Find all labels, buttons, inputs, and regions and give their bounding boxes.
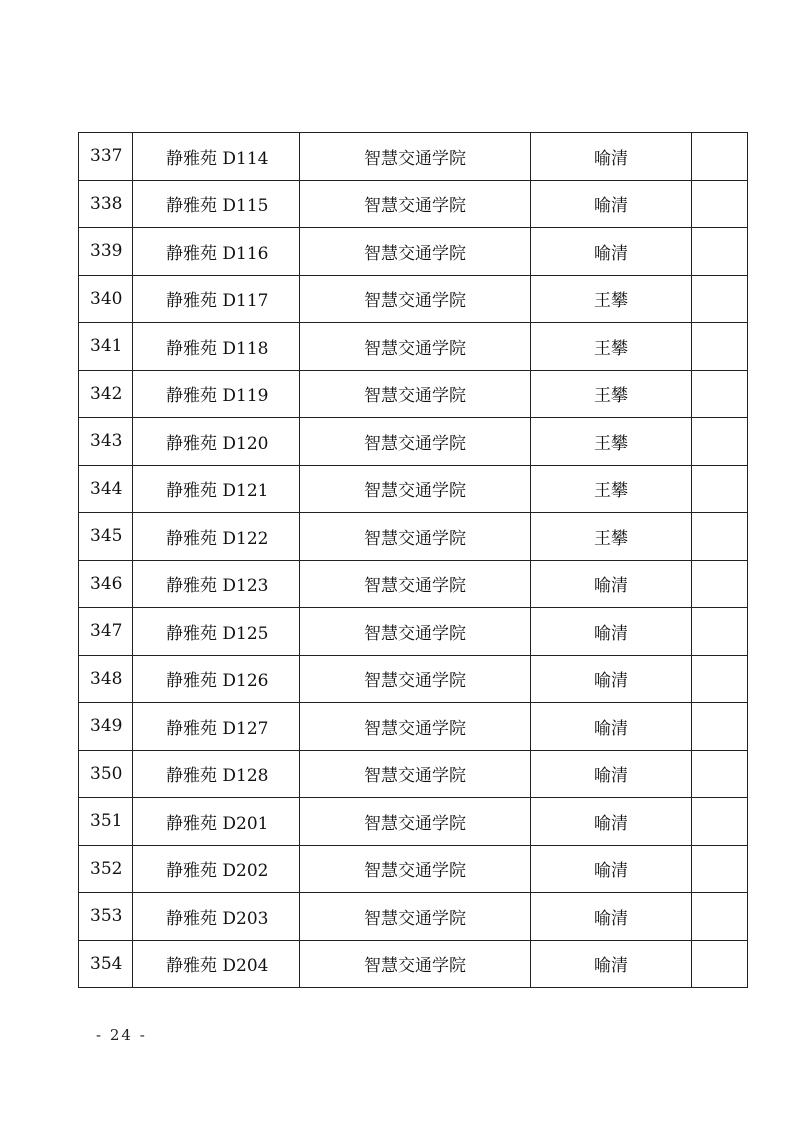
room-cell: 静雅苑 D116 — [133, 228, 300, 276]
room-cell: 静雅苑 D120 — [133, 418, 300, 466]
college-cell: 智慧交通学院 — [300, 418, 531, 466]
person-cell: 王攀 — [531, 513, 692, 561]
note-cell — [692, 893, 748, 941]
college-cell: 智慧交通学院 — [300, 560, 531, 608]
table-row — [79, 940, 748, 988]
table-row — [79, 275, 748, 323]
row-number-cell: 346 — [79, 560, 133, 608]
note-cell — [692, 228, 748, 276]
page-number: - 24 - — [96, 1026, 147, 1044]
person-cell: 喻清 — [531, 798, 692, 846]
table-row — [79, 608, 748, 656]
college-cell: 智慧交通学院 — [300, 180, 531, 228]
note-cell — [692, 845, 748, 893]
room-cell: 静雅苑 D121 — [133, 465, 300, 513]
note-cell — [692, 180, 748, 228]
table-row — [79, 560, 748, 608]
person-cell: 王攀 — [531, 418, 692, 466]
note-cell — [692, 750, 748, 798]
row-number-cell: 350 — [79, 750, 133, 798]
table-row — [79, 893, 748, 941]
person-cell: 喻清 — [531, 228, 692, 276]
room-cell: 静雅苑 D204 — [133, 940, 300, 988]
note-cell — [692, 323, 748, 371]
room-cell: 静雅苑 D126 — [133, 655, 300, 703]
row-number-cell: 338 — [79, 180, 133, 228]
table-row — [79, 133, 748, 181]
room-cell: 静雅苑 D128 — [133, 750, 300, 798]
person-cell: 喻清 — [531, 655, 692, 703]
table-row — [79, 180, 748, 228]
room-cell: 静雅苑 D201 — [133, 798, 300, 846]
row-number-cell: 353 — [79, 893, 133, 941]
row-number-cell: 340 — [79, 275, 133, 323]
row-number-cell: 347 — [79, 608, 133, 656]
room-cell: 静雅苑 D202 — [133, 845, 300, 893]
row-number-cell: 348 — [79, 655, 133, 703]
note-cell — [692, 465, 748, 513]
person-cell: 王攀 — [531, 370, 692, 418]
note-cell — [692, 370, 748, 418]
table-row — [79, 228, 748, 276]
college-cell: 智慧交通学院 — [300, 893, 531, 941]
room-cell: 静雅苑 D127 — [133, 703, 300, 751]
note-cell — [692, 940, 748, 988]
person-cell: 王攀 — [531, 323, 692, 371]
row-number-cell: 337 — [79, 133, 133, 181]
person-cell: 喻清 — [531, 703, 692, 751]
room-cell: 静雅苑 D114 — [133, 133, 300, 181]
dormitory-table — [78, 132, 748, 988]
college-cell: 智慧交通学院 — [300, 228, 531, 276]
room-cell: 静雅苑 D117 — [133, 275, 300, 323]
person-cell: 喻清 — [531, 845, 692, 893]
college-cell: 智慧交通学院 — [300, 323, 531, 371]
table-row — [79, 323, 748, 371]
college-cell: 智慧交通学院 — [300, 275, 531, 323]
row-number-cell: 345 — [79, 513, 133, 561]
college-cell: 智慧交通学院 — [300, 133, 531, 181]
person-cell: 王攀 — [531, 275, 692, 323]
note-cell — [692, 655, 748, 703]
table-row — [79, 655, 748, 703]
note-cell — [692, 275, 748, 323]
row-number-cell: 349 — [79, 703, 133, 751]
note-cell — [692, 608, 748, 656]
college-cell: 智慧交通学院 — [300, 940, 531, 988]
college-cell: 智慧交通学院 — [300, 703, 531, 751]
table-row — [79, 513, 748, 561]
table-row — [79, 798, 748, 846]
table-row — [79, 418, 748, 466]
note-cell — [692, 560, 748, 608]
room-cell: 静雅苑 D203 — [133, 893, 300, 941]
college-cell: 智慧交通学院 — [300, 798, 531, 846]
table-row — [79, 845, 748, 893]
college-cell: 智慧交通学院 — [300, 608, 531, 656]
table-row — [79, 750, 748, 798]
person-cell: 喻清 — [531, 608, 692, 656]
college-cell: 智慧交通学院 — [300, 465, 531, 513]
note-cell — [692, 513, 748, 561]
row-number-cell: 343 — [79, 418, 133, 466]
college-cell: 智慧交通学院 — [300, 750, 531, 798]
row-number-cell: 351 — [79, 798, 133, 846]
college-cell: 智慧交通学院 — [300, 370, 531, 418]
row-number-cell: 354 — [79, 940, 133, 988]
person-cell: 喻清 — [531, 133, 692, 181]
row-number-cell: 342 — [79, 370, 133, 418]
person-cell: 喻清 — [531, 560, 692, 608]
table-row — [79, 370, 748, 418]
person-cell: 喻清 — [531, 750, 692, 798]
person-cell: 喻清 — [531, 893, 692, 941]
note-cell — [692, 133, 748, 181]
room-cell: 静雅苑 D118 — [133, 323, 300, 371]
college-cell: 智慧交通学院 — [300, 845, 531, 893]
table-row — [79, 703, 748, 751]
room-cell: 静雅苑 D122 — [133, 513, 300, 561]
table-row — [79, 465, 748, 513]
room-cell: 静雅苑 D119 — [133, 370, 300, 418]
person-cell: 喻清 — [531, 180, 692, 228]
note-cell — [692, 418, 748, 466]
note-cell — [692, 798, 748, 846]
row-number-cell: 339 — [79, 228, 133, 276]
room-cell: 静雅苑 D123 — [133, 560, 300, 608]
row-number-cell: 341 — [79, 323, 133, 371]
row-number-cell: 352 — [79, 845, 133, 893]
person-cell: 王攀 — [531, 465, 692, 513]
college-cell: 智慧交通学院 — [300, 513, 531, 561]
room-cell: 静雅苑 D125 — [133, 608, 300, 656]
college-cell: 智慧交通学院 — [300, 655, 531, 703]
room-cell: 静雅苑 D115 — [133, 180, 300, 228]
row-number-cell: 344 — [79, 465, 133, 513]
note-cell — [692, 703, 748, 751]
table-body — [79, 133, 748, 988]
person-cell: 喻清 — [531, 940, 692, 988]
